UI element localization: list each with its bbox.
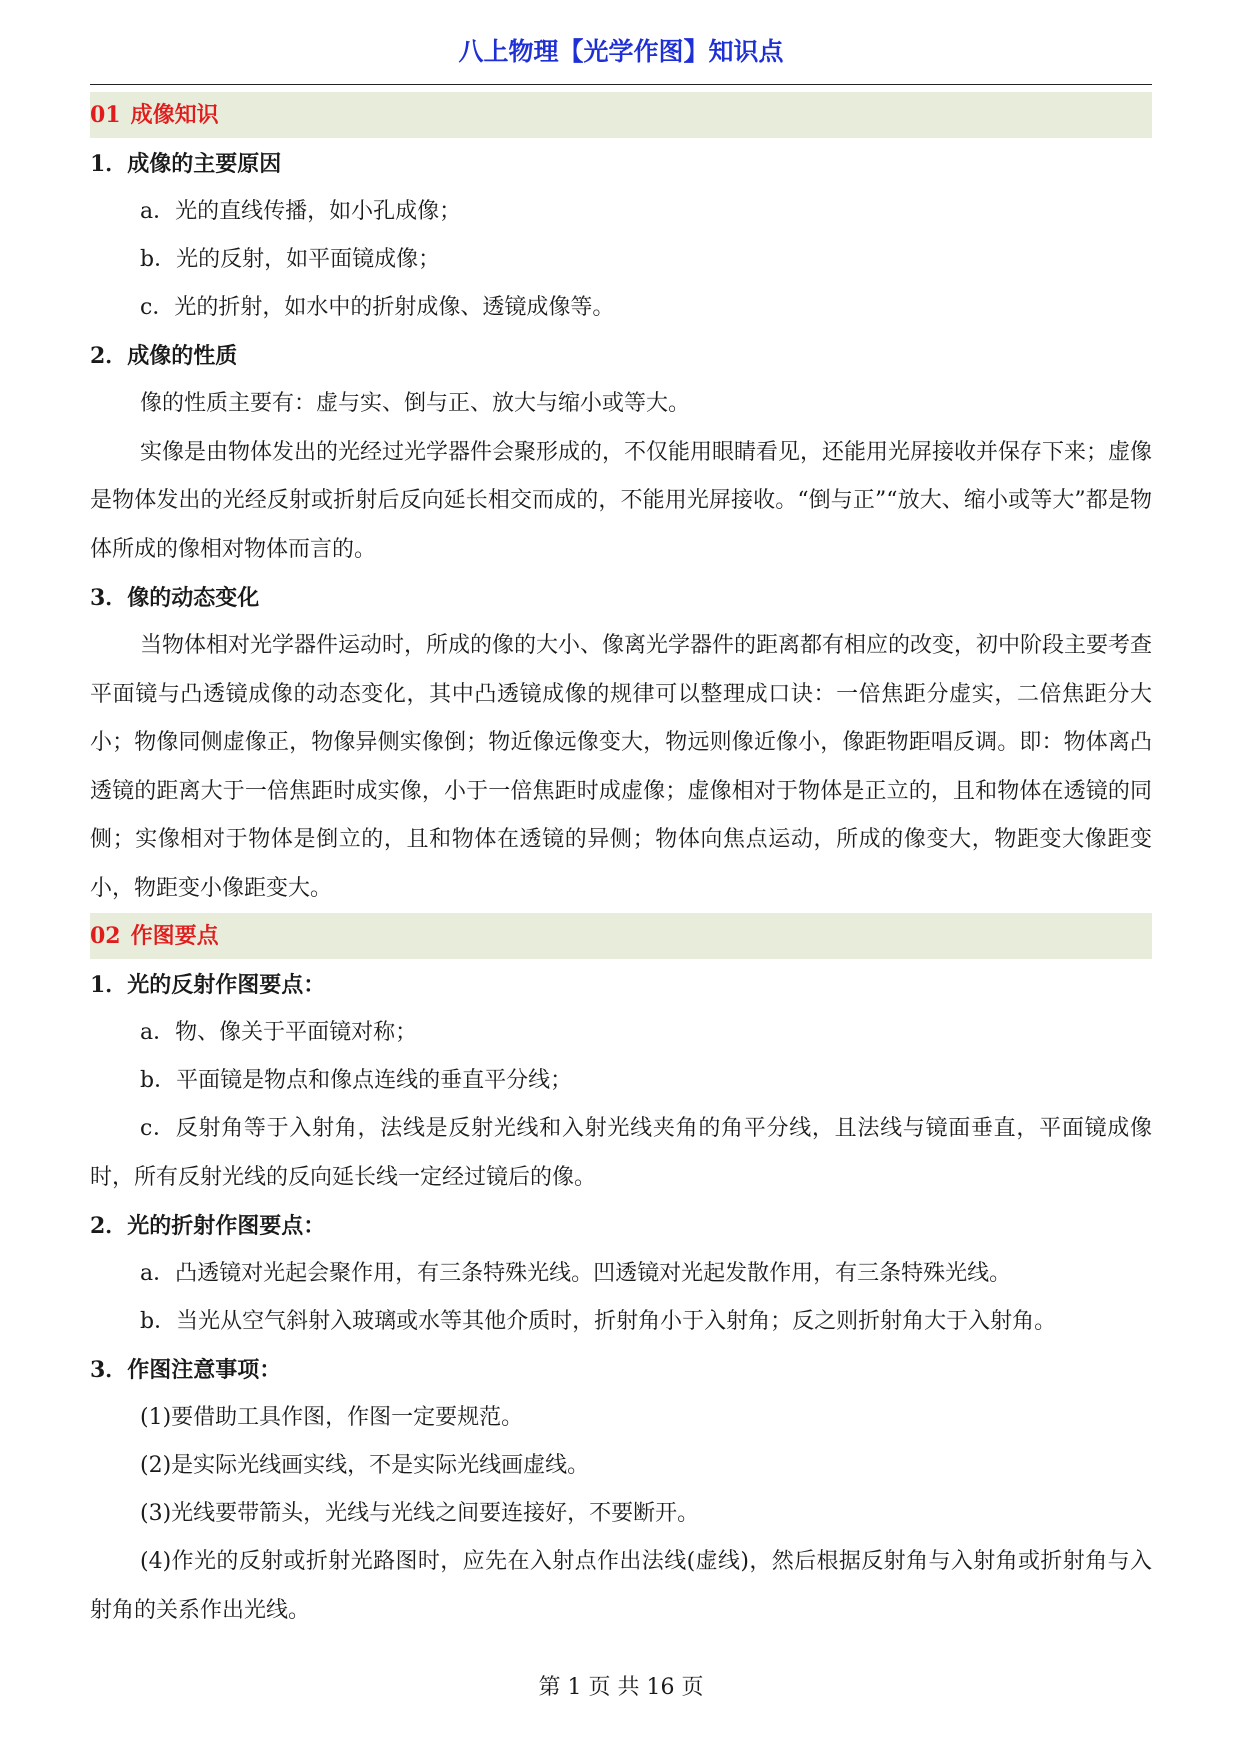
subheading: 3．像的动态变化	[90, 585, 260, 611]
section-header-02	[90, 913, 1152, 959]
header-rule	[90, 84, 1152, 85]
list-item: b．光的反射，如平面镜成像；	[140, 247, 441, 272]
section-header-01	[90, 92, 1152, 138]
section-number: 01	[90, 102, 121, 128]
subheading: 3．作图注意事项：	[90, 1357, 282, 1383]
list-item: a．物、像关于平面镜对称；	[140, 1020, 418, 1045]
page-title: 八上物理【光学作图】知识点	[458, 37, 784, 66]
subheading: 1．光的反射作图要点：	[90, 972, 326, 998]
paragraph: 当物体相对光学器件运动时，所成的像的大小、像离光学器件的距离都有相应的改变，初中阶段主要考查平面镜与凸透镜成像的动态变化，其中凸透镜成像的规律可以整理成口诀：一倍焦距分虚实，二倍焦距分大小；物像同侧虚像正，物像异侧实像倒；物近像远像变大，物远则像近像小，像距物距唱反调。即：物体离凸透镜的距离大于一倍焦距时成实像，小于一倍焦距时成虚像；虚像相对于物体是正立的，且和物体在透镜的同侧；实像相对于物体是倒立的，且和物体在透镜的异侧；物体向焦点运动，所成的像变大，物距变大像距变小，物距变小像距变大。	[90, 633, 1153, 901]
paragraph: 像的性质主要有：虚与实、倒与正、放大与缩小或等大。	[140, 391, 691, 416]
list-item: a．凸透镜对光起会聚作用，有三条特殊光线。凹透镜对光起发散作用，有三条特殊光线。	[140, 1261, 1012, 1286]
list-item: b．当光从空气斜射入玻璃或水等其他介质时，折射角小于入射角；反之则折射角大于入射角。	[140, 1309, 1057, 1334]
section-title: 成像知识	[130, 102, 219, 128]
list-item: (1)要借助工具作图，作图一定要规范。	[140, 1405, 524, 1430]
list-item: c．光的折射，如水中的折射成像、透镜成像等。	[140, 295, 615, 320]
section-title: 作图要点	[130, 923, 219, 949]
paragraph: c．反射角等于入射角，法线是反射光线和入射光线夹角的角平分线，且法线与镜面垂直，平面镜成像时，所有反射光线的反向延长线一定经过镜后的像。	[90, 1116, 1152, 1190]
document-body	[90, 92, 1152, 1635]
paragraph: 实像是由物体发出的光经过光学器件会聚形成的，不仅能用眼睛看见，还能用光屏接收并保存下来；虚像是物体发出的光经反射或折射后反向延长相交而成的，不能用光屏接收。“倒与正”“放大、缩小或等大”都是物体所成的像相对物体而言的。	[90, 439, 1153, 562]
subheading: 2．光的折射作图要点：	[90, 1213, 326, 1239]
list-item: (3)光线要带箭头，光线与光线之间要连接好，不要断开。	[140, 1501, 700, 1526]
list-item: (2)是实际光线画实线，不是实际光线画虚线。	[140, 1453, 590, 1478]
subheading: 1．成像的主要原因	[90, 151, 282, 177]
subheading: 2．成像的性质	[90, 343, 238, 369]
paragraph: (4)作光的反射或折射光路图时，应先在入射点作出法线(虚线)，然后根据反射角与入射角或折射角与入射角的关系作出光线。	[90, 1549, 1152, 1623]
section-number: 02	[90, 923, 121, 949]
page-number: 第 1 页 共 16 页	[538, 1675, 704, 1700]
list-item: a．光的直线传播，如小孔成像；	[140, 199, 462, 224]
list-item: b．平面镜是物点和像点连线的垂直平分线；	[140, 1068, 573, 1093]
